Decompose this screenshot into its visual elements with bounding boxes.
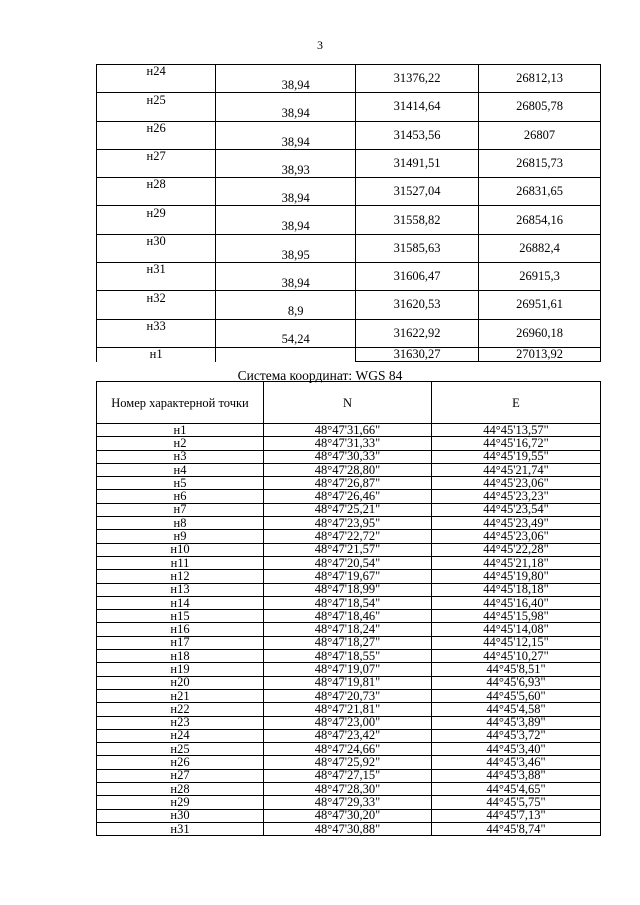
distance-cell: 38,94	[216, 192, 356, 206]
e-cell: 44°45'3,46"	[432, 756, 601, 769]
empty-cell	[97, 248, 216, 262]
e-cell: 44°45'23,23"	[432, 490, 601, 503]
point-cell: н30	[97, 234, 216, 248]
e-cell: 44°45'23,06"	[432, 530, 601, 543]
table-row	[97, 822, 601, 835]
x-cell: 31620,53	[356, 291, 479, 319]
table-row	[97, 596, 601, 609]
e-cell: 44°45'5,60"	[432, 689, 601, 702]
empty-cell	[216, 347, 356, 362]
table-row	[97, 347, 601, 362]
table-row	[97, 291, 601, 305]
e-cell: 44°45'5,75"	[432, 796, 601, 809]
n-cell: 48°47'21,81"	[264, 703, 432, 716]
table-row	[97, 65, 601, 79]
coordinates-table-msk	[96, 64, 601, 362]
header-e: E	[432, 382, 601, 424]
table-row	[97, 769, 601, 782]
n-cell: 48°47'23,95"	[264, 517, 432, 530]
table-row	[97, 178, 601, 192]
distance-cell: 38,95	[216, 248, 356, 262]
point-cell: н32	[97, 291, 216, 305]
e-cell: 44°45'14,08"	[432, 623, 601, 636]
point-cell: н26	[97, 756, 264, 769]
n-cell: 48°47'30,20"	[264, 809, 432, 822]
empty-cell	[216, 319, 356, 333]
point-cell: н33	[97, 319, 216, 333]
x-cell: 31414,64	[356, 93, 479, 121]
table-row	[97, 490, 601, 503]
point-cell: н25	[97, 743, 264, 756]
e-cell: 44°45'16,72"	[432, 437, 601, 450]
e-cell: 44°45'10,27"	[432, 650, 601, 663]
point-cell: н29	[97, 796, 264, 809]
n-cell: 48°47'27,15"	[264, 769, 432, 782]
table-row	[97, 530, 601, 543]
n-cell: 48°47'20,54"	[264, 556, 432, 569]
empty-cell	[97, 107, 216, 121]
table-row	[97, 663, 601, 676]
e-cell: 44°45'8,74"	[432, 822, 601, 835]
x-cell: 31606,47	[356, 262, 479, 290]
e-cell: 44°45'23,54"	[432, 503, 601, 516]
table-row	[97, 583, 601, 596]
point-cell: н4	[97, 463, 264, 476]
y-cell: 26812,13	[479, 65, 601, 93]
y-cell: 26915,3	[479, 262, 601, 290]
point-cell: н1	[97, 347, 216, 362]
point-cell: н10	[97, 543, 264, 556]
distance-cell: 38,94	[216, 277, 356, 291]
x-cell: 31622,92	[356, 319, 479, 347]
y-cell: 26951,61	[479, 291, 601, 319]
y-cell: 27013,92	[479, 347, 601, 362]
point-cell: н8	[97, 517, 264, 530]
e-cell: 44°45'13,57"	[432, 424, 601, 437]
empty-cell	[97, 305, 216, 319]
n-cell: 48°47'21,57"	[264, 543, 432, 556]
y-cell: 26807	[479, 121, 601, 149]
table-row	[97, 743, 601, 756]
point-cell: н24	[97, 65, 216, 79]
e-cell: 44°45'4,65"	[432, 783, 601, 796]
point-cell: н26	[97, 121, 216, 135]
table-row	[97, 556, 601, 569]
table-row	[97, 623, 601, 636]
n-cell: 48°47'24,66"	[264, 743, 432, 756]
empty-cell	[97, 220, 216, 234]
table-row	[97, 783, 601, 796]
empty-cell	[97, 135, 216, 149]
e-cell: 44°45'23,06"	[432, 477, 601, 490]
n-cell: 48°47'23,00"	[264, 716, 432, 729]
table-row	[97, 121, 601, 135]
point-cell: н21	[97, 689, 264, 702]
x-cell: 31376,22	[356, 65, 479, 93]
empty-cell	[216, 206, 356, 220]
distance-cell: 38,94	[216, 135, 356, 149]
table-row	[97, 610, 601, 623]
e-cell: 44°45'19,80"	[432, 570, 601, 583]
y-cell: 26815,73	[479, 149, 601, 177]
header-n: N	[264, 382, 432, 424]
table-row	[97, 729, 601, 742]
empty-cell	[97, 192, 216, 206]
n-cell: 48°47'28,80"	[264, 463, 432, 476]
n-cell: 48°47'19,07"	[264, 663, 432, 676]
e-cell: 44°45'3,40"	[432, 743, 601, 756]
point-cell: н16	[97, 623, 264, 636]
table-row	[97, 570, 601, 583]
point-cell: н17	[97, 636, 264, 649]
point-cell: н22	[97, 703, 264, 716]
y-cell: 26960,18	[479, 319, 601, 347]
n-cell: 48°47'22,72"	[264, 530, 432, 543]
table-row	[97, 650, 601, 663]
x-cell: 31491,51	[356, 149, 479, 177]
n-cell: 48°47'30,33"	[264, 450, 432, 463]
point-cell: н5	[97, 477, 264, 490]
e-cell: 44°45'3,72"	[432, 729, 601, 742]
table-row	[97, 503, 601, 516]
n-cell: 48°47'25,92"	[264, 756, 432, 769]
point-cell: н2	[97, 437, 264, 450]
table-row	[97, 809, 601, 822]
table-row	[97, 206, 601, 220]
n-cell: 48°47'20,73"	[264, 689, 432, 702]
e-cell: 44°45'16,40"	[432, 596, 601, 609]
e-cell: 44°45'18,18"	[432, 583, 601, 596]
point-cell: н18	[97, 650, 264, 663]
distance-cell: 38,94	[216, 79, 356, 93]
n-cell: 48°47'18,46"	[264, 610, 432, 623]
table-row	[97, 450, 601, 463]
point-cell: н7	[97, 503, 264, 516]
n-cell: 48°47'18,54"	[264, 596, 432, 609]
y-cell: 26854,16	[479, 206, 601, 234]
point-cell: н28	[97, 783, 264, 796]
y-cell: 26882,4	[479, 234, 601, 262]
table-row	[97, 756, 601, 769]
n-cell: 48°47'18,27"	[264, 636, 432, 649]
x-cell: 31558,82	[356, 206, 479, 234]
table-row	[97, 93, 601, 107]
table-header-row	[97, 382, 601, 424]
coordinates-table-wgs84	[96, 381, 601, 836]
point-cell: н3	[97, 450, 264, 463]
empty-cell	[216, 121, 356, 135]
point-cell: н20	[97, 676, 264, 689]
point-cell: н15	[97, 610, 264, 623]
point-cell: н6	[97, 490, 264, 503]
table-row	[97, 437, 601, 450]
empty-cell	[216, 234, 356, 248]
point-cell: н31	[97, 262, 216, 276]
e-cell: 44°45'3,88"	[432, 769, 601, 782]
empty-cell	[216, 262, 356, 276]
point-cell: н23	[97, 716, 264, 729]
point-cell: н27	[97, 769, 264, 782]
e-cell: 44°45'21,74"	[432, 463, 601, 476]
x-cell: 31527,04	[356, 178, 479, 206]
table-row	[97, 636, 601, 649]
empty-cell	[216, 178, 356, 192]
n-cell: 48°47'19,67"	[264, 570, 432, 583]
n-cell: 48°47'25,21"	[264, 503, 432, 516]
n-cell: 48°47'29,33"	[264, 796, 432, 809]
n-cell: 48°47'26,46"	[264, 490, 432, 503]
point-cell: н9	[97, 530, 264, 543]
point-cell: н12	[97, 570, 264, 583]
empty-cell	[216, 291, 356, 305]
n-cell: 48°47'31,66"	[264, 424, 432, 437]
n-cell: 48°47'30,88"	[264, 822, 432, 835]
x-cell: 31453,56	[356, 121, 479, 149]
empty-cell	[97, 79, 216, 93]
e-cell: 44°45'3,89"	[432, 716, 601, 729]
table-row	[97, 796, 601, 809]
table-row	[97, 234, 601, 248]
empty-cell	[216, 149, 356, 163]
n-cell: 48°47'23,42"	[264, 729, 432, 742]
n-cell: 48°47'18,24"	[264, 623, 432, 636]
y-cell: 26805,78	[479, 93, 601, 121]
n-cell: 48°47'26,87"	[264, 477, 432, 490]
table-row	[97, 319, 601, 333]
point-cell: н11	[97, 556, 264, 569]
e-cell: 44°45'22,28"	[432, 543, 601, 556]
table-row	[97, 543, 601, 556]
n-cell: 48°47'18,99"	[264, 583, 432, 596]
table-row	[97, 716, 601, 729]
e-cell: 44°45'4,58"	[432, 703, 601, 716]
point-cell: н13	[97, 583, 264, 596]
distance-cell: 8,9	[216, 305, 356, 319]
table-row	[97, 689, 601, 702]
distance-cell: 38,94	[216, 107, 356, 121]
header-point-number: Номер характерной точки	[97, 382, 264, 424]
e-cell: 44°45'19,55"	[432, 450, 601, 463]
empty-cell	[97, 333, 216, 347]
point-cell: н25	[97, 93, 216, 107]
point-cell: н24	[97, 729, 264, 742]
point-cell: н14	[97, 596, 264, 609]
table-row	[97, 424, 601, 437]
empty-cell	[97, 163, 216, 177]
table-row	[97, 262, 601, 276]
empty-cell	[216, 65, 356, 79]
point-cell: н1	[97, 424, 264, 437]
page-number: 3	[317, 38, 323, 52]
table-row	[97, 703, 601, 716]
e-cell: 44°45'6,93"	[432, 676, 601, 689]
table-row	[97, 517, 601, 530]
table-row	[97, 463, 601, 476]
e-cell: 44°45'23,49"	[432, 517, 601, 530]
distance-cell: 54,24	[216, 333, 356, 347]
distance-cell: 38,94	[216, 220, 356, 234]
table-row	[97, 676, 601, 689]
n-cell: 48°47'19,81"	[264, 676, 432, 689]
point-cell: н19	[97, 663, 264, 676]
n-cell: 48°47'31,33"	[264, 437, 432, 450]
e-cell: 44°45'7,13"	[432, 809, 601, 822]
x-cell: 31585,63	[356, 234, 479, 262]
y-cell: 26831,65	[479, 178, 601, 206]
n-cell: 48°47'28,30"	[264, 783, 432, 796]
point-cell: н30	[97, 809, 264, 822]
empty-cell	[216, 93, 356, 107]
table-row	[97, 477, 601, 490]
table-row	[97, 149, 601, 163]
point-cell: н27	[97, 149, 216, 163]
point-cell: н28	[97, 178, 216, 192]
e-cell: 44°45'12,15"	[432, 636, 601, 649]
point-cell: н29	[97, 206, 216, 220]
e-cell: 44°45'15,98"	[432, 610, 601, 623]
distance-cell: 38,93	[216, 163, 356, 177]
e-cell: 44°45'21,18"	[432, 556, 601, 569]
x-cell: 31630,27	[356, 347, 479, 362]
e-cell: 44°45'8,51"	[432, 663, 601, 676]
n-cell: 48°47'18,55"	[264, 650, 432, 663]
point-cell: н31	[97, 822, 264, 835]
coordinate-system-title: Система координат: WGS 84	[237, 368, 403, 383]
empty-cell	[97, 277, 216, 291]
